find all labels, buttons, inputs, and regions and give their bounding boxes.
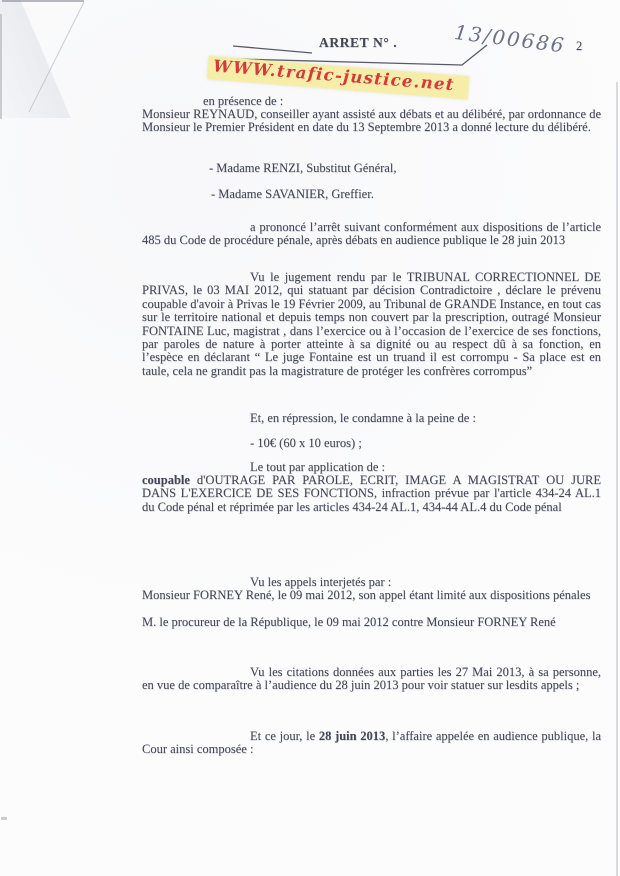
attendee-renzi: - Madame RENZI, Substitut Général, — [209, 161, 397, 175]
presence-paragraph: Monsieur REYNAUD, conseiller ayant assisté aux débats et au délibéré, par ordonnance de Monsieur le Premier Président en date du 13 Septembre 2013 a donné lecture du délibéré. — [142, 107, 601, 135]
appeals-intro: Vu les appels interjetés par : — [250, 575, 392, 589]
appeal-forney: Monsieur FORNEY René, le 09 mai 2012, son appel étant limité aux dispositions pénales — [142, 588, 591, 602]
scan-speck — [1, 817, 7, 820]
scan-left-edge — [0, 14, 2, 119]
scan-top-edge — [2, 0, 84, 2]
handwritten-case-number: 13/00686 — [453, 20, 567, 58]
appeal-procureur: M. le procureur de la République, le 09 mai 2012 contre Monsieur FORNEY René — [142, 615, 556, 629]
repression-intro: Et, en répression, le condamne à la peine de : — [250, 411, 476, 425]
page-number: 2 — [576, 39, 583, 53]
presence-intro: en présence de : — [203, 94, 284, 108]
guilty-rest-text: d'OUTRAGE PAR PAROLE, ECRIT, IMAGE A MAGISTRAT OU JURE DANS L'EXERCICE DE SES FONCTIONS, infraction prévue par l'article 434-24 AL.1 du Code pénal et réprimée par les articles 434-24 AL.1, 434-44 AL.4 du Code pénal — [142, 473, 601, 514]
page-title: ARRET N° . — [319, 35, 398, 50]
citations-paragraph: Vu les citations données aux parties les 27 Mai 2013, à sa personne, en vue de comparaître à l’audience du 28 juin 2013 pour voir statuer sur lesdits appels ; — [142, 665, 601, 693]
highlighter-band — [207, 56, 469, 99]
handwritten-url: WWW.trafic-justice.net — [212, 56, 456, 95]
guilty-paragraph — [142, 474, 601, 514]
today-prefix: Et ce jour, le — [250, 729, 319, 743]
scan-corner-fold — [0, 0, 90, 118]
pronounce-paragraph: a prononcé l’arrêt suivant conformément aux dispositions de l’article 485 du Code de procédure pénale, après débats en audience publique le 28 juin 2013 — [142, 220, 601, 248]
judgment-paragraph: Vu le jugement rendu par le TRIBUNAL CORRECTIONNEL DE PRIVAS, le 03 MAI 2012, qui statuant par décision Contradictoire , déclare le prévenu coupable d'avoir à Privas le 19 Février 2009, au Tribunal de GRANDE Instance, en tout cas sur le territoire national et depuis temps non couvert par la prescription, outragé Monsieur FONTAINE Luc, magistrat , dans l’exercice ou à l’occasion de l’exercice de ses fonctions, par paroles de nature à porter atteinte à sa dignité ou au respect dû à sa fonction, en l’espèce en déclarant “ Le juge Fontaine est un truand il est corrompu - Sa place est en taule, cela ne grandit pas la magistrature de protéger les confrères corrompus” — [142, 270, 601, 378]
today-date: 28 juin 2013 — [318, 729, 386, 743]
guilty-bold-word: coupable — [142, 473, 190, 487]
penalty-line: - 10€ (60 x 10 euros) ; — [250, 436, 362, 450]
today-paragraph — [142, 730, 601, 757]
attendee-savanier: - Madame SAVANIER, Greffier. — [211, 187, 374, 201]
today-suffix: , l’affaire appelée en audience publique, la Cour ainsi composée : — [142, 729, 601, 757]
application-intro: Le tout par application de : — [250, 460, 386, 474]
